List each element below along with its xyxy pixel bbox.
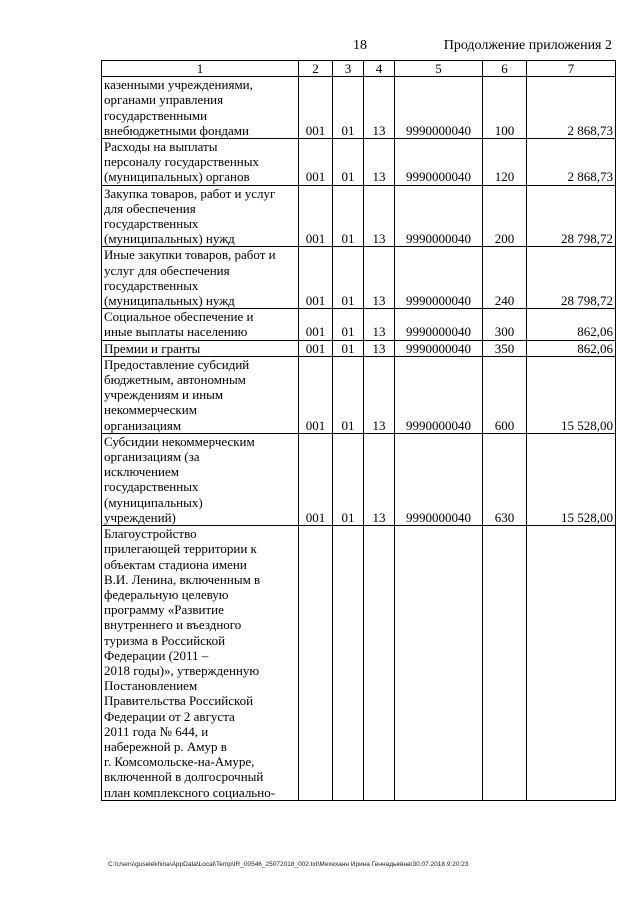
expense-type-cell: 600 <box>483 356 527 433</box>
subsection-cell <box>364 526 395 801</box>
row-name-line: набережной р. Амур в <box>104 738 227 754</box>
amount-cell: 28 798,72 <box>527 185 616 247</box>
section-cell <box>333 526 364 801</box>
table-row <box>102 185 616 247</box>
row-name-line: (муниципальных) органов <box>104 169 250 185</box>
row-name-line: Постановлением <box>104 678 198 694</box>
row-name-cell <box>102 433 299 525</box>
section-cell: 01 <box>333 309 364 340</box>
row-name-line: государственных <box>104 277 199 293</box>
row-name-line: Закупка товаров, работ и услуг <box>104 185 276 201</box>
amount-cell: 862,06 <box>527 309 616 340</box>
subsection-cell: 13 <box>364 77 395 139</box>
amount-cell: 15 528,00 <box>527 433 616 525</box>
row-name-line: государственных <box>104 479 199 495</box>
row-name-line: Иные закупки товаров, работ и <box>104 247 276 263</box>
expense-type-cell: 350 <box>483 340 527 356</box>
table-row <box>102 139 616 186</box>
row-name-line: Расходы на выплаты <box>104 139 218 155</box>
amount-cell <box>527 526 616 801</box>
row-name-line: федеральную целевую <box>104 586 229 602</box>
row-name-line: организациям <box>104 417 182 433</box>
row-name-line: Благоустройство <box>104 526 197 542</box>
subsection-cell: 13 <box>364 356 395 433</box>
row-name-cell <box>102 77 299 139</box>
amount-cell: 15 528,00 <box>527 356 616 433</box>
target-article-cell: 9990000040 <box>395 185 483 247</box>
row-name-line: объектам стадиона имени <box>104 556 247 572</box>
row-name-cell <box>102 309 299 340</box>
expense-type-cell: 120 <box>483 139 527 186</box>
subsection-cell: 13 <box>364 433 395 525</box>
row-name-line: г. Комсомольске-на-Амуре, <box>104 754 255 770</box>
col-header-5: 5 <box>395 61 483 77</box>
target-article-cell: 9990000040 <box>395 139 483 186</box>
subsection-cell: 13 <box>364 139 395 186</box>
row-name-line: программу «Развитие <box>104 602 224 618</box>
admin-code-cell: 001 <box>299 77 333 139</box>
col-header-7: 7 <box>527 61 616 77</box>
row-name-line: для обеспечения <box>104 200 196 216</box>
row-name-line: некоммерческим <box>104 402 197 418</box>
row-name-line: государственными <box>104 107 208 123</box>
section-cell: 01 <box>333 139 364 186</box>
row-name-cell <box>102 340 299 356</box>
subsection-cell: 13 <box>364 309 395 340</box>
target-article-cell: 9990000040 <box>395 356 483 433</box>
admin-code-cell: 001 <box>299 356 333 433</box>
col-header-6: 6 <box>483 61 527 77</box>
section-cell: 01 <box>333 356 364 433</box>
admin-code-cell: 001 <box>299 309 333 340</box>
table-row <box>102 77 616 139</box>
table-row <box>102 309 616 340</box>
row-name-line: услуг для обеспечения <box>104 262 230 278</box>
row-name-line: Субсидии некоммерческим <box>104 433 255 449</box>
amount-cell: 862,06 <box>527 340 616 356</box>
col-header-4: 4 <box>364 61 395 77</box>
row-name-line: внебюджетными фондами <box>104 122 249 138</box>
row-name-line: государственных <box>104 216 199 232</box>
row-name-cell <box>102 139 299 186</box>
row-name-line: Правительства Российской <box>104 693 254 709</box>
row-name-line: внутреннего и въездного <box>104 617 242 633</box>
expense-type-cell: 300 <box>483 309 527 340</box>
row-name-line: организациям (за <box>104 449 200 465</box>
table-row <box>102 433 616 525</box>
row-name-line: бюджетным, автономным <box>104 372 246 388</box>
target-article-cell: 9990000040 <box>395 433 483 525</box>
row-name-line: учреждений) <box>104 509 176 525</box>
col-header-1: 1 <box>102 61 299 77</box>
row-name-line: учреждениям и иным <box>104 387 224 403</box>
admin-code-cell <box>299 526 333 801</box>
section-cell: 01 <box>333 77 364 139</box>
row-name-cell <box>102 356 299 433</box>
subsection-cell: 13 <box>364 185 395 247</box>
row-name-line: 2011 года № 644, и <box>104 723 209 739</box>
row-name-line: план комплексного социально- <box>104 784 276 800</box>
row-name-line: Социальное обеспечение и <box>104 309 254 325</box>
continuation-label: Продолжение приложения 2 <box>443 38 612 53</box>
section-cell: 01 <box>333 433 364 525</box>
row-name-line: Федерации от 2 августа <box>104 708 235 724</box>
table-row <box>102 340 616 356</box>
target-article-cell: 9990000040 <box>395 340 483 356</box>
row-name-line: (муниципальных) нужд <box>104 293 235 309</box>
header-row <box>102 61 616 77</box>
expense-type-cell: 630 <box>483 433 527 525</box>
amount-cell: 2 868,73 <box>527 77 616 139</box>
section-cell: 01 <box>333 340 364 356</box>
row-name-line: Предоставление субсидий <box>104 356 250 372</box>
row-name-line: туризма в Российской <box>104 632 226 648</box>
expense-type-cell: 200 <box>483 185 527 247</box>
target-article-cell: 9990000040 <box>395 247 483 309</box>
row-name-line: Премии и гранты <box>104 340 201 356</box>
admin-code-cell: 001 <box>299 247 333 309</box>
page-number: 18 <box>353 38 367 53</box>
target-article-cell <box>395 526 483 801</box>
expense-type-cell: 100 <box>483 77 527 139</box>
table-row <box>102 356 616 433</box>
table-row <box>102 526 616 801</box>
col-header-3: 3 <box>333 61 364 77</box>
col-header-2: 2 <box>299 61 333 77</box>
row-name-line: прилегающей территории к <box>104 541 257 557</box>
subsection-cell: 13 <box>364 247 395 309</box>
row-name-line: иные выплаты населению <box>104 324 248 340</box>
row-name-line: персоналу государственных <box>104 154 260 170</box>
row-name-cell <box>102 247 299 309</box>
expense-type-cell <box>483 526 527 801</box>
row-name-line: В.И. Ленина, включенным в <box>104 571 261 587</box>
file-path-footer: C:\Users\guselekhina\AppData\Local\Temp\IR_00546_25072018_002.txt\Мехеханн Ирина Геннадьевна\30.07.2018 9:20:23 <box>108 861 469 868</box>
row-name-line: (муниципальных) нужд <box>104 231 235 247</box>
admin-code-cell: 001 <box>299 340 333 356</box>
admin-code-cell: 001 <box>299 433 333 525</box>
row-name-line: включенной в долгосрочный <box>104 769 264 785</box>
row-name-line: 2018 годы)», утвержденную <box>104 662 260 678</box>
budget-table <box>101 60 616 801</box>
row-name-line: (муниципальных) <box>104 494 203 510</box>
admin-code-cell: 001 <box>299 185 333 247</box>
row-name-line: Федерации (2011 – <box>104 647 209 663</box>
table-row <box>102 247 616 309</box>
section-cell: 01 <box>333 185 364 247</box>
row-name-line: казенными учреждениями, <box>104 77 253 93</box>
admin-code-cell: 001 <box>299 139 333 186</box>
target-article-cell: 9990000040 <box>395 77 483 139</box>
target-article-cell: 9990000040 <box>395 309 483 340</box>
amount-cell: 2 868,73 <box>527 139 616 186</box>
expense-type-cell: 240 <box>483 247 527 309</box>
amount-cell: 28 798,72 <box>527 247 616 309</box>
section-cell: 01 <box>333 247 364 309</box>
row-name-line: органами управления <box>104 92 224 108</box>
row-name-cell <box>102 185 299 247</box>
subsection-cell: 13 <box>364 340 395 356</box>
row-name-cell <box>102 526 299 801</box>
row-name-line: исключением <box>104 464 179 480</box>
